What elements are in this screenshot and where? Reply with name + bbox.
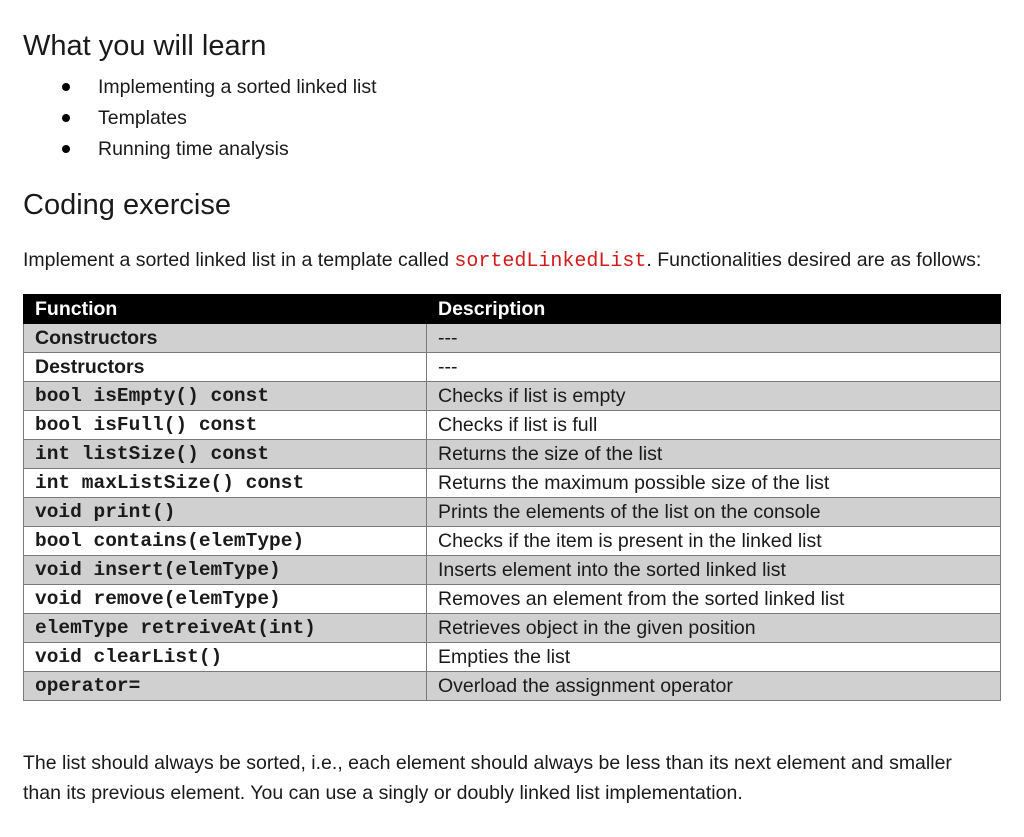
function-cell: bool contains(elemType) (24, 527, 427, 556)
learn-item-text: Implementing a sorted linked list (98, 76, 377, 98)
table-row (24, 556, 1001, 585)
learn-list-item (23, 134, 999, 165)
learn-list (23, 72, 999, 165)
learn-list-item (23, 72, 999, 103)
function-cell: bool isEmpty() const (24, 382, 427, 411)
exercise-heading: Coding exercise (23, 189, 231, 221)
table-header-row (24, 295, 1001, 324)
column-header-description: Description (427, 295, 1001, 324)
function-cell: void insert(elemType) (24, 556, 427, 585)
table-row (24, 498, 1001, 527)
bullet-icon (62, 114, 70, 122)
table-row (24, 614, 1001, 643)
learn-item-text: Templates (98, 107, 187, 129)
column-header-function: Function (24, 295, 427, 324)
table-row (24, 324, 1001, 353)
table-row (24, 585, 1001, 614)
intro-text-after: . Functionalities desired are as follows: (646, 249, 982, 271)
description-cell: Returns the maximum possible size of the list (427, 469, 1001, 498)
description-cell: --- (427, 324, 1001, 353)
document-page (23, 26, 999, 808)
function-cell: bool isFull() const (24, 411, 427, 440)
table-row (24, 440, 1001, 469)
description-cell: Checks if the item is present in the linked list (427, 527, 1001, 556)
function-cell: void print() (24, 498, 427, 527)
learn-list-item (23, 103, 999, 134)
description-cell: Retrieves object in the given position (427, 614, 1001, 643)
function-cell: Constructors (24, 324, 427, 353)
intro-text-before: Implement a sorted linked list in a template called (23, 249, 455, 271)
function-cell: void clearList() (24, 643, 427, 672)
bullet-icon (62, 83, 70, 91)
closing-paragraph: The list should always be sorted, i.e., each element should always be less than its next element and smaller than its previous element. You can use a singly or doubly linked list implementation. (23, 752, 952, 804)
table-row (24, 643, 1001, 672)
table-row (24, 353, 1001, 382)
description-cell: Prints the elements of the list on the console (427, 498, 1001, 527)
table-row (24, 469, 1001, 498)
description-cell: Empties the list (427, 643, 1001, 672)
table-row (24, 382, 1001, 411)
learn-heading: What you will learn (23, 30, 267, 62)
intro-code-name: sortedLinkedList (454, 250, 647, 273)
description-cell: Checks if list is empty (427, 382, 1001, 411)
functions-table (23, 294, 1001, 701)
description-cell: Inserts element into the sorted linked list (427, 556, 1001, 585)
function-cell: void remove(elemType) (24, 585, 427, 614)
bullet-icon (62, 145, 70, 153)
function-cell: Destructors (24, 353, 427, 382)
table-row (24, 411, 1001, 440)
table-row (24, 527, 1001, 556)
description-cell: Overload the assignment operator (427, 672, 1001, 701)
table-row (24, 672, 1001, 701)
function-cell: operator= (24, 672, 427, 701)
function-cell: elemType retreiveAt(int) (24, 614, 427, 643)
description-cell: Checks if list is full (427, 411, 1001, 440)
description-cell: Returns the size of the list (427, 440, 1001, 469)
exercise-intro (23, 245, 993, 277)
function-cell: int listSize() const (24, 440, 427, 469)
description-cell: Removes an element from the sorted linked list (427, 585, 1001, 614)
learn-item-text: Running time analysis (98, 138, 289, 160)
function-cell: int maxListSize() const (24, 469, 427, 498)
description-cell: --- (427, 353, 1001, 382)
